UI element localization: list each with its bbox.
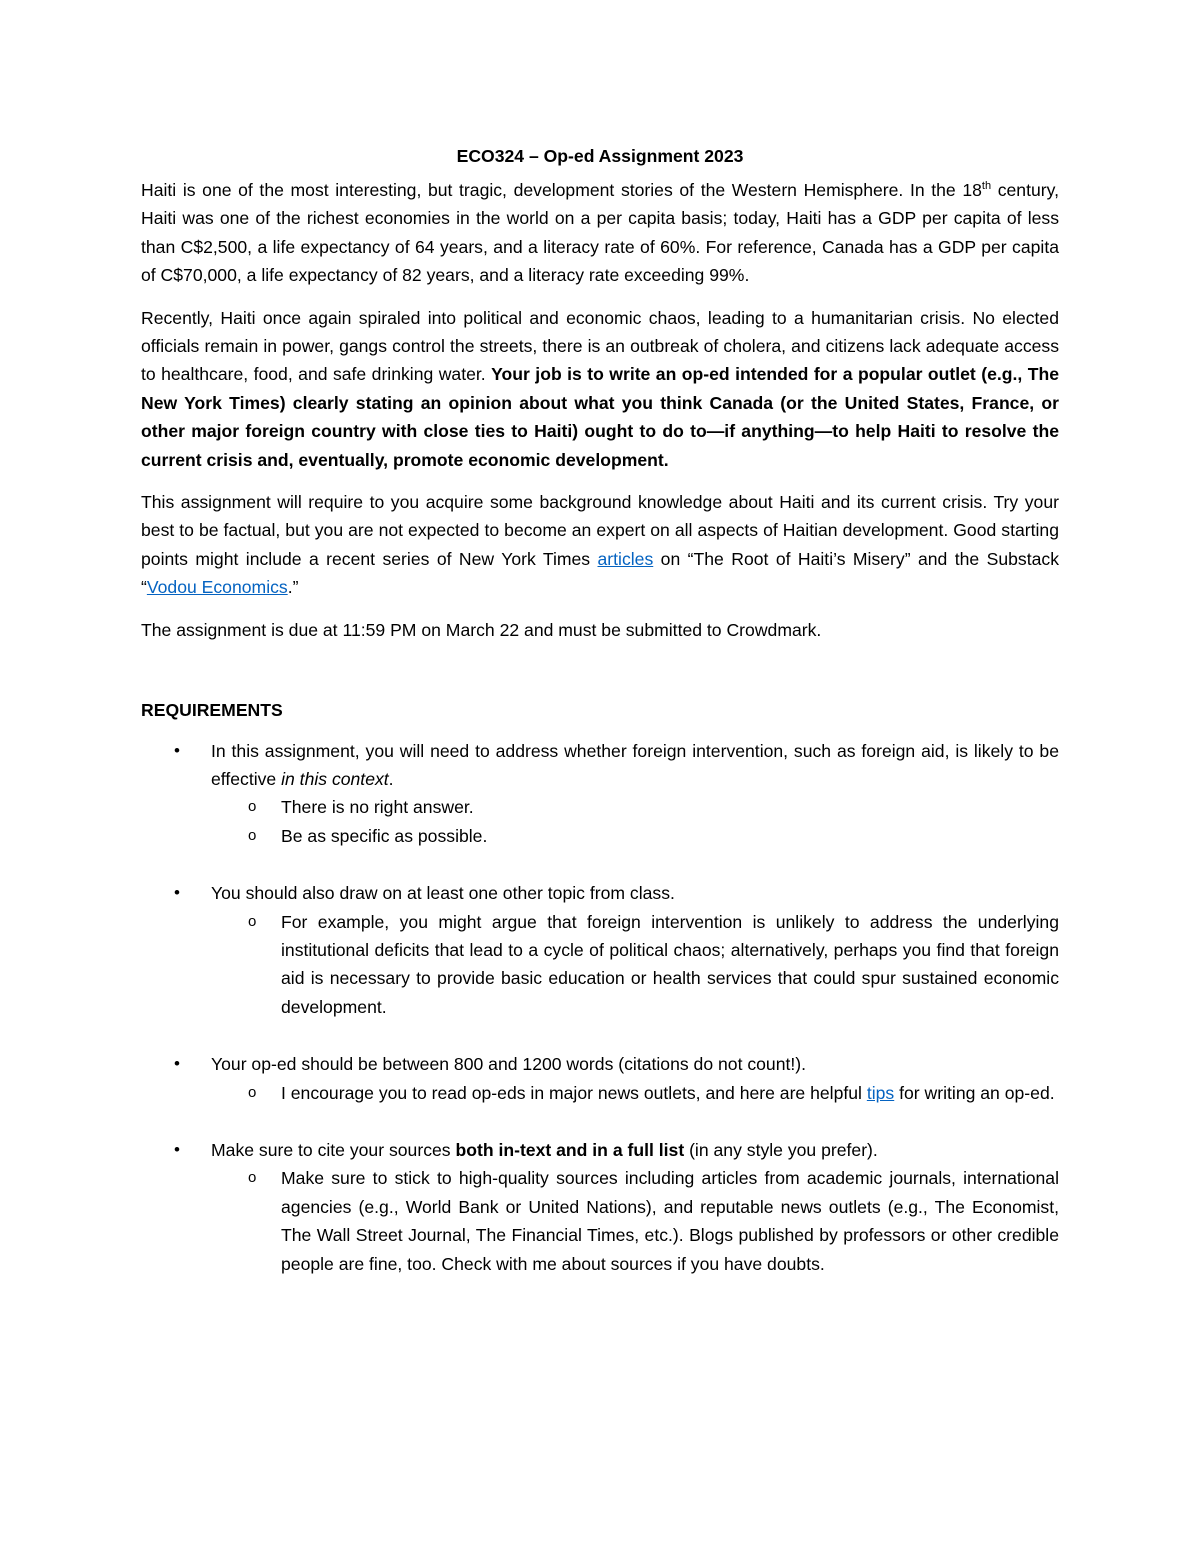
requirement-bold: both in-text and in a full list [455, 1139, 685, 1160]
requirement-text-a: Make sure to cite your sources [211, 1139, 456, 1160]
sub-bullet-icon: o [248, 798, 257, 816]
sub-bullet-icon: o [248, 912, 257, 930]
due-date-paragraph: The assignment is due at 11:59 PM on March 22 and must be submitted to Crowdmark. [141, 619, 822, 640]
sub-list [211, 1164, 1059, 1278]
articles-link[interactable]: articles [597, 548, 654, 569]
requirement-text-a: In this assignment, you will need to address whether foreign intervention, such as foreign aid, is likely to be effective [211, 740, 1059, 789]
sub-list [211, 1079, 1059, 1107]
sub-item-text-a: I encourage you to read op-eds in major news outlets, and here are helpful [281, 1082, 867, 1103]
intro-paragraph [141, 176, 1059, 290]
requirement-text: You should also draw on at least one other topic from class. [211, 883, 675, 904]
task-bold-instruction: Your job is to write an op-ed intended for a popular outlet (e.g., The New York Times) clearly stating an opinion about what you think Canada (or the United States, France, or other major foreign country with close ties to Haiti) ought to do to—if anything—to help Haiti to resolve the current crisis and, eventually, promote economic development. [141, 364, 1059, 470]
background-text-c: .” [287, 577, 299, 598]
requirement-word-count [141, 1050, 1059, 1107]
bullet-icon: • [174, 740, 180, 760]
requirement-intervention [141, 737, 1059, 851]
requirement-citations [141, 1136, 1059, 1278]
requirement-italic: in this context [281, 768, 389, 789]
requirements-heading: REQUIREMENTS [141, 700, 283, 721]
sub-item [211, 822, 1059, 850]
task-paragraph [141, 304, 1059, 474]
ordinal-superscript: th [981, 180, 992, 192]
sub-item [211, 1079, 1059, 1107]
sub-item [211, 1164, 1059, 1278]
sub-item-text: Make sure to stick to high-quality sources including articles from academic journals, international agencies (e.g., World Bank or United Nations), and reputable news outlets (e.g., The Economist, The Wall Street Journal, The Financial Times, etc.). Blogs published by professors or other credible people are fine, too. Check with me about sources if you have doubts. [281, 1168, 1059, 1274]
background-paragraph [141, 488, 1059, 602]
sub-bullet-icon: o [248, 826, 257, 844]
sub-item [211, 908, 1059, 1022]
sub-item-text: There is no right answer. [281, 797, 474, 818]
bullet-icon: • [174, 1139, 180, 1159]
bullet-icon: • [174, 883, 180, 903]
sub-item-text-b: for writing an op-ed. [894, 1082, 1055, 1103]
bullet-icon: • [174, 1054, 180, 1074]
sub-bullet-icon: o [248, 1169, 257, 1187]
sub-item-text: Be as specific as possible. [281, 825, 488, 846]
vodou-economics-link[interactable]: Vodou Economics [146, 577, 288, 598]
sub-item [211, 793, 1059, 821]
sub-bullet-icon: o [248, 1083, 257, 1101]
requirement-text-b: (in any style you prefer). [684, 1139, 878, 1160]
sub-list [211, 908, 1059, 1022]
document-title: ECO324 – Op-ed Assignment 2023 [456, 146, 744, 166]
requirement-text-b: . [388, 768, 394, 789]
document-page [141, 142, 1059, 1307]
intro-text-b: century, Haiti was one of the richest economies in the world on a per capita basis; today, Haiti has a GDP per capita of less than C$2,500, a life expectancy of 64 years, and a literacy rate of 60%. For reference, Canada has a GDP per capita of C$70,000, a life expectancy of 82 years, and a literacy rate exceeding 99%. [141, 180, 1059, 286]
sub-list [211, 793, 1059, 850]
background-text-a: This assignment will require to you acquire some background knowledge about Haiti and its current crisis. Try your best to be factual, but you are not expected to become an expert on all aspects of Haitian development. Good starting points might include a recent series of New York Times [141, 492, 1059, 569]
task-text: Recently, Haiti once again spiraled into political and economic chaos, leading to a humanitarian crisis. No elected officials remain in power, gangs control the streets, there is an outbreak of cholera, and citizens lack adequate access to healthcare, food, and safe drinking water. [141, 307, 1059, 385]
sub-item-text: For example, you might argue that foreign intervention is unlikely to address the underlying institutional deficits that lead to a cycle of political chaos; alternatively, perhaps you find that foreign aid is necessary to provide basic education or health services that could spur sustained economic development. [281, 911, 1059, 1017]
requirement-text: Your op-ed should be between 800 and 1200 words (citations do not count!). [211, 1054, 807, 1075]
intro-text-a: Haiti is one of the most interesting, but tragic, development stories of the Western Hemisphere. In the 18 [141, 180, 982, 200]
tips-link[interactable]: tips [866, 1082, 895, 1103]
requirements-list [141, 737, 1059, 1279]
background-text-b: on “The Root of Haiti’s Misery” and the Substack “ [141, 548, 1059, 598]
requirement-class-topic [141, 879, 1059, 1021]
